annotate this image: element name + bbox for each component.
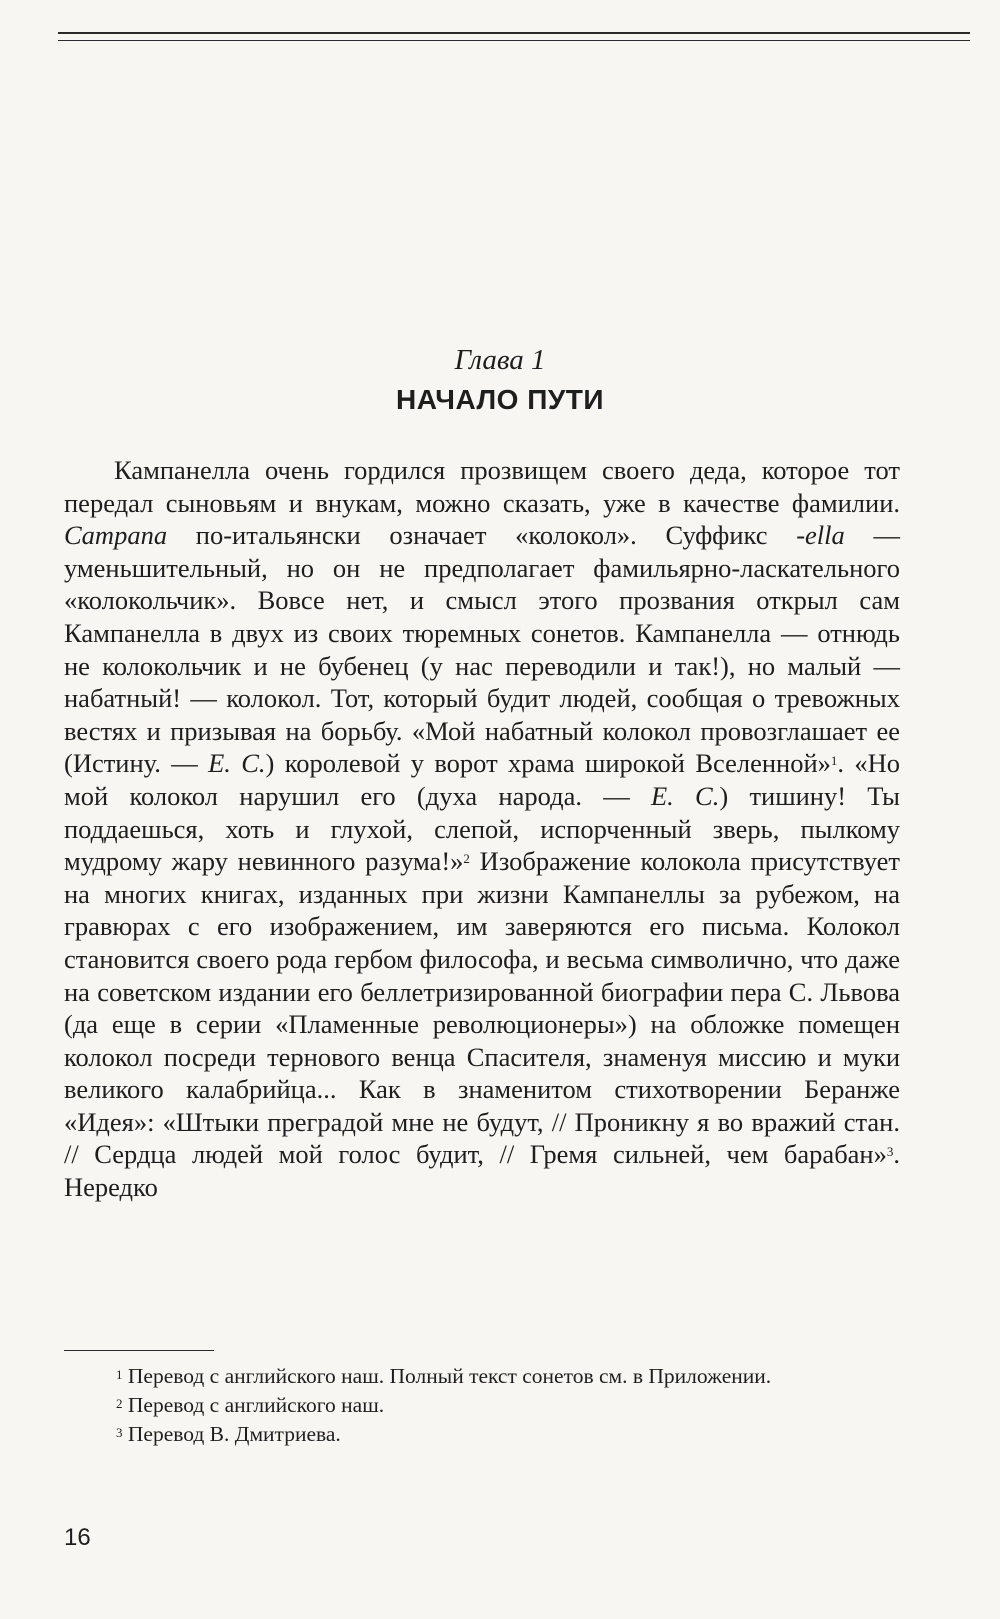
body-text-run: — уменьшительный, но он не предполагает фамильярно-ласкательного «колокольчик». Вовсе нет, и смысл этого прозвания открыл сам Кампанелла в двух из своих тюремных сонетов. Кампанелла — отнюдь не колокольчик и не бубенец (у нас переводили и так!), но малый — набатный! — колокол. Тот, который будит людей, сообщая о тревожных вестях и призывая на борьбу. «Мой набатный колокол провозглашает ее (Истину. — — [64, 520, 900, 779]
body-paragraph — [64, 454, 900, 1204]
footnote-text: Перевод В. Дмитриева. — [122, 1422, 341, 1446]
body-text-run: по-итальянски означает «колокол». Суффикс — [167, 520, 797, 551]
footnote-1 — [64, 1362, 900, 1391]
body-text-run: ) королевой у ворот храма широкой Вселенной» — [265, 748, 831, 779]
author-initials: Е. С. — [208, 748, 266, 779]
footnote-text: Перевод с английского наш. — [122, 1393, 385, 1417]
footnote-separator — [64, 1350, 214, 1351]
footnote-number: 3 — [116, 1425, 123, 1440]
header-rule-bottom — [58, 40, 970, 41]
chapter-label: Глава 1 — [454, 344, 546, 376]
footnote-ref-1: 1 — [830, 753, 838, 769]
italic-word-campana: Campana — [64, 520, 168, 551]
footnote-ref-3: 3 — [886, 1144, 894, 1160]
footnote-ref-2: 2 — [463, 851, 470, 867]
chapter-title: НАЧАЛО ПУТИ — [395, 384, 605, 415]
header-rule-top — [58, 32, 970, 34]
body-text-run: . «Но мой колокол нарушил его (духа народа. — — [64, 748, 900, 811]
body-text-run: Изображение колокола присутствует на многих книгах, изданных при жизни Кампанеллы за рубежом, на гравюрах с его изображением, им заверяются его письма. Колокол становится своего рода гербом философа, и весьма символично, что даже на советском издании его беллетризированной биографии пера С. Львова (да еще в серии «Пламенные революционеры») на обложке помещен колокол посреди тернового венца Спасителя, знаменуя миссию и муки великого калабрийца... Как в знаменитом стихотворении Беранже «Идея»: «Штыки преградой мне не будут, // Проникну я во вражий стан. // Сердца людей мой голос будит, // Гремя сильней, чем барабан» — [64, 846, 900, 1170]
footnote-text: Перевод с английского наш. Полный текст сонетов см. в Приложении. — [122, 1364, 772, 1388]
italic-suffix: -ella — [796, 520, 845, 551]
body-text-run: Кампанелла очень гордился прозвищем своего деда, которое тот передал сыновьям и внукам, можно сказать, уже в качестве фамилии. — [64, 455, 900, 518]
footnotes — [64, 1362, 900, 1449]
body-text-run: ) тишину! Ты поддаешься, хоть и глухой, слепой, испорченный зверь, пылкому мудрому жару невинного разума!» — [64, 780, 900, 877]
footnote-number: 1 — [116, 1367, 123, 1382]
footnote-3 — [64, 1420, 900, 1449]
body-text-run: . Нередко — [64, 1139, 900, 1203]
page-number: 16 — [64, 1524, 91, 1551]
author-initials: Е. С. — [650, 780, 720, 811]
footnote-2 — [64, 1391, 900, 1420]
footnote-number: 2 — [116, 1396, 123, 1411]
